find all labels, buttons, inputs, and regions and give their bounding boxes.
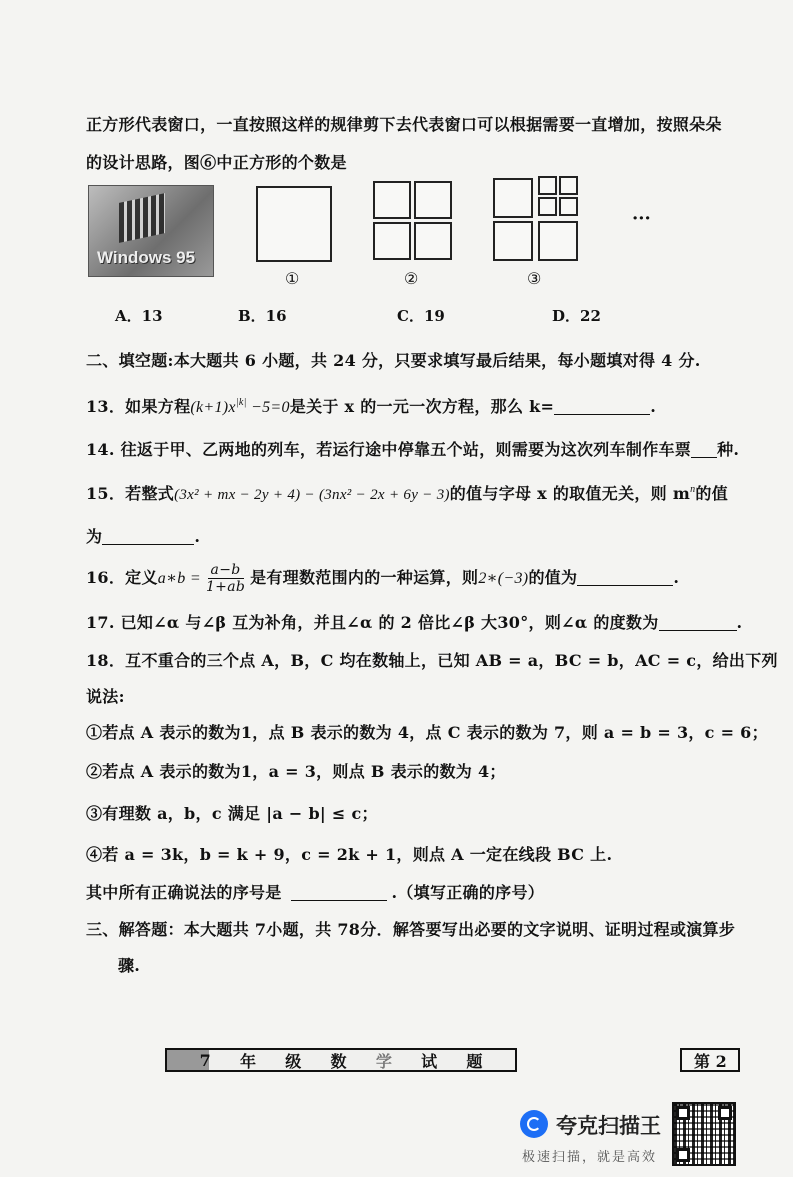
question-15-line-2 bbox=[86, 524, 200, 547]
section-3-heading: 三、解答题：本大题共 7小题，共 78分．解答要写出必要的文字说明、证明过程或演算步 bbox=[86, 920, 736, 939]
q16-suffix: 的值为 bbox=[528, 568, 578, 587]
q16-prefix: 16．定义 bbox=[86, 568, 158, 587]
figure-ellipsis: ··· bbox=[632, 208, 651, 229]
figure-3-small-square bbox=[538, 197, 557, 216]
q13-answer-blank bbox=[554, 398, 650, 415]
q16-end: . bbox=[673, 568, 680, 587]
figure-2-square bbox=[414, 181, 452, 219]
q18-statement-3: ③有理数 a，b，c 满足 |a − b| ≤ c； bbox=[86, 804, 378, 823]
question-16 bbox=[86, 562, 679, 595]
windows-flag-icon bbox=[119, 193, 165, 243]
footer-char: 学 bbox=[375, 1051, 392, 1071]
q16-numerator: a−b bbox=[208, 562, 244, 579]
q18-answer-blank bbox=[291, 884, 387, 901]
q15-expression: (3x² + mx − 2y + 4) − (3nx² − 2x + 6y − 3) bbox=[174, 487, 450, 503]
q15-tail: 的值 bbox=[695, 484, 728, 503]
qr-code-icon bbox=[672, 1102, 736, 1166]
watermark-title: 夸克扫描王 bbox=[556, 1115, 661, 1138]
q13-exponent: |k| bbox=[235, 397, 247, 408]
q15-line2: 为 bbox=[86, 527, 103, 546]
watermark-subtitle: 极速扫描，就是高效 bbox=[522, 1149, 658, 1164]
q14-end: 种. bbox=[717, 440, 740, 459]
footer-exam-title bbox=[165, 1048, 517, 1072]
q16-operator: a∗b = bbox=[157, 570, 201, 587]
q18-ask bbox=[86, 880, 544, 903]
q18-statement-1: ①若点 A 表示的数为1，点 B 表示的数为 4，点 C 表示的数为 7，则 a = b = 3，c = 6； bbox=[86, 723, 768, 742]
figure-1-label: ① bbox=[285, 269, 300, 288]
figure-3-label: ③ bbox=[527, 269, 542, 288]
figure-2-square bbox=[373, 222, 411, 260]
question-14 bbox=[86, 437, 739, 460]
q13-prefix: 13．如果方程 bbox=[86, 397, 191, 416]
figure-3-small-square bbox=[559, 197, 578, 216]
qr-finder bbox=[676, 1106, 690, 1120]
quark-logo-icon bbox=[520, 1110, 548, 1138]
q15-prefix: 15．若整式 bbox=[86, 484, 175, 503]
q15-end: . bbox=[194, 527, 201, 546]
figure-2-label: ② bbox=[404, 269, 419, 288]
q17-answer-blank bbox=[659, 614, 737, 631]
section-3-heading-line-2: 骤. bbox=[118, 956, 141, 975]
section-2-heading: 二、填空题:本大题共 6 小题，共 24 分，只要求填写最后结果，每小题填对得 4 分. bbox=[86, 351, 701, 370]
figure-3-small-square bbox=[559, 176, 578, 195]
q17-end: . bbox=[736, 613, 743, 632]
qr-finder bbox=[676, 1148, 690, 1162]
question-18-line-2: 说法: bbox=[86, 687, 125, 706]
q15-exponent: n bbox=[690, 484, 696, 495]
q15-suffix: 的值与字母 x 的取值无关，则 m bbox=[449, 484, 691, 503]
q16-mid: 是有理数范围内的一种运算，则 bbox=[250, 568, 479, 587]
intro-line-1: 正方形代表窗口，一直按照这样的规律剪下去代表窗口可以根据需要一直增加，按照朵朵 bbox=[86, 115, 722, 134]
figure-3-square bbox=[538, 221, 578, 261]
intro-line-2: 的设计思路，图⑥中正方形的个数是 bbox=[86, 153, 347, 172]
figure-3-square bbox=[493, 221, 533, 261]
q18-ask-tail: .（填写正确的序号） bbox=[391, 883, 545, 902]
question-15 bbox=[86, 481, 728, 504]
footer-char: 试 bbox=[421, 1051, 438, 1071]
footer-char: 级 bbox=[285, 1051, 302, 1071]
windows-logo-image bbox=[88, 185, 214, 277]
figure-1-square bbox=[256, 186, 332, 262]
footer-char: 数 bbox=[330, 1051, 347, 1071]
q16-expression: 2∗(−3) bbox=[478, 570, 529, 587]
footer-char: 7 bbox=[199, 1050, 211, 1070]
q14-text: 14. 往返于甲、乙两地的列车，若运行途中停靠五个站，则需要为这次列车制作车票 bbox=[86, 440, 692, 459]
footer-char: 年 bbox=[240, 1051, 257, 1071]
question-13 bbox=[86, 394, 656, 417]
option-c: C．19 bbox=[397, 307, 445, 325]
q16-answer-blank bbox=[577, 569, 673, 586]
figure-2-square bbox=[414, 222, 452, 260]
q15-answer-blank bbox=[102, 528, 194, 545]
q13-mid: −5=0 bbox=[246, 399, 290, 416]
q13-end: . bbox=[650, 397, 657, 416]
footer-char: 题 bbox=[466, 1051, 483, 1071]
figure-2-square bbox=[373, 181, 411, 219]
q14-answer-blank bbox=[691, 441, 717, 458]
q16-fraction bbox=[203, 562, 248, 595]
figure-3-small-square bbox=[538, 176, 557, 195]
option-b: B．16 bbox=[238, 307, 287, 325]
q18-statement-4: ④若 a = 3k，b = k + 9，c = 2k + 1，则点 A 一定在线段 BC 上. bbox=[86, 845, 613, 864]
option-a: A．13 bbox=[115, 307, 163, 325]
q17-text: 17. 已知∠α 与∠β 互为补角，并且∠α 的 2 倍比∠β 大30°，则∠α 的度数为 bbox=[86, 613, 659, 632]
q16-denominator: 1+ab bbox=[205, 579, 246, 595]
q13-suffix: 是关于 x 的一元一次方程，那么 k= bbox=[289, 397, 555, 416]
q18-ask-text: 其中所有正确说法的序号是 bbox=[86, 883, 282, 902]
option-d: D．22 bbox=[552, 307, 601, 325]
windows-wordmark: Windows 95 bbox=[97, 248, 196, 267]
qr-finder bbox=[718, 1106, 732, 1120]
question-18-line-1: 18．互不重合的三个点 A，B，C 均在数轴上，已知 AB = a，BC = b，AC = c，给出下列 bbox=[86, 651, 778, 670]
q18-statement-2: ②若点 A 表示的数为1，a = 3，则点 B 表示的数为 4； bbox=[86, 762, 506, 781]
question-17 bbox=[86, 610, 742, 633]
q13-expr: (k+1)x bbox=[190, 399, 236, 416]
figure-3-square bbox=[493, 178, 533, 218]
footer-page-number: 第 2 bbox=[680, 1048, 740, 1072]
